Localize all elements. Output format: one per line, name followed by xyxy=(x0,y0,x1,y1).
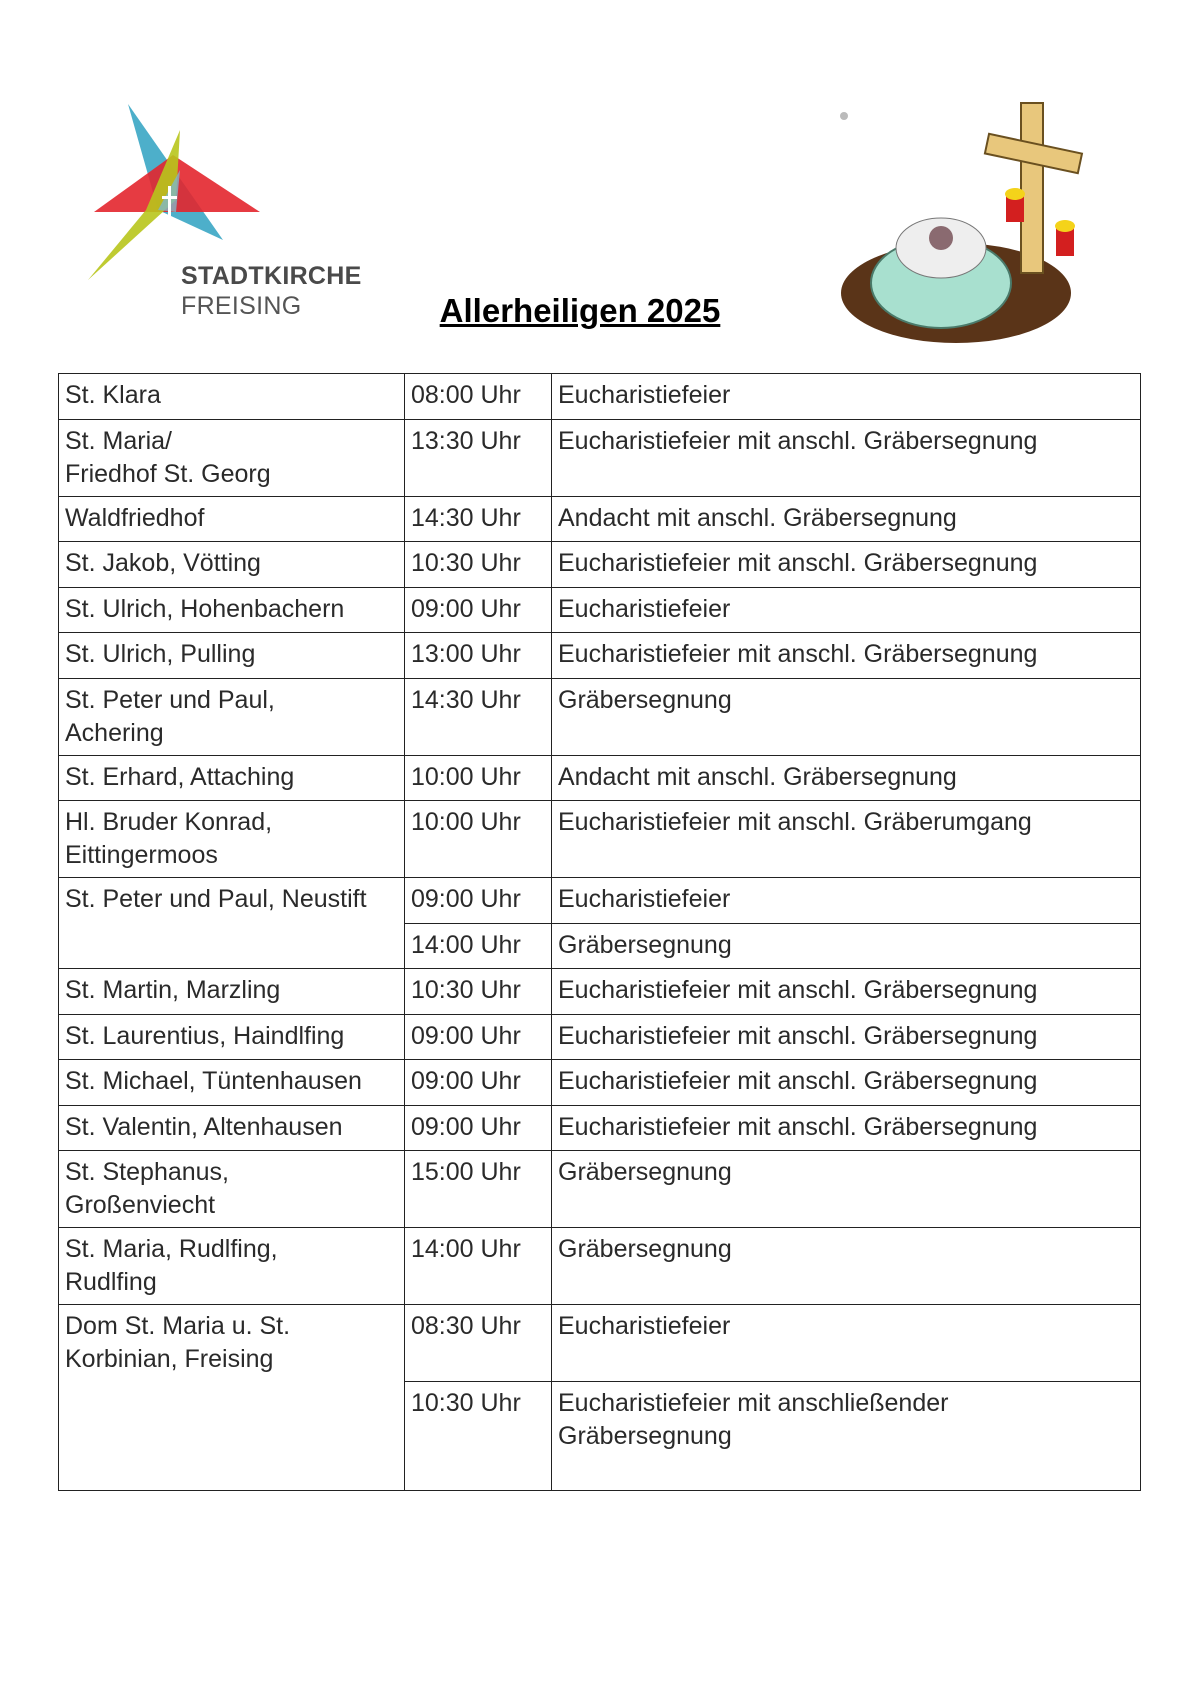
event-cell: Gräbersegnung xyxy=(552,1151,1141,1228)
event-cell: Eucharistiefeier mit anschl. Gräberumgang xyxy=(552,801,1141,878)
time-cell: 08:30 Uhr xyxy=(405,1305,552,1382)
time-cell: 10:30 Uhr xyxy=(405,969,552,1015)
time-cell: 14:00 Uhr xyxy=(405,1228,552,1305)
time-cell: 13:30 Uhr xyxy=(405,419,552,496)
place-cell: St. Laurentius, Haindlfing xyxy=(59,1014,405,1060)
event-cell: Eucharistiefeier xyxy=(552,374,1141,420)
place-cell: Waldfriedhof xyxy=(59,496,405,542)
time-cell: 09:00 Uhr xyxy=(405,1014,552,1060)
event-cell: Gräbersegnung xyxy=(552,678,1141,755)
place-cell: St. Maria, Rudlfing, Rudlfing xyxy=(59,1228,405,1305)
event-cell: Gräbersegnung xyxy=(552,923,1141,969)
page-title: Allerheiligen 2025 xyxy=(439,292,721,329)
event-cell: Eucharistiefeier xyxy=(552,587,1141,633)
time-cell: 10:00 Uhr xyxy=(405,801,552,878)
time-cell: 15:00 Uhr xyxy=(405,1151,552,1228)
logo-text-line1: STADTKIRCHE xyxy=(181,262,362,290)
time-cell: 09:00 Uhr xyxy=(405,587,552,633)
table-row xyxy=(59,633,1141,679)
place-cell: St. Peter und Paul, Neustift xyxy=(59,878,405,969)
time-cell: 10:00 Uhr xyxy=(405,755,552,801)
event-cell: Eucharistiefeier mit anschl. Gräbersegnung xyxy=(552,542,1141,588)
event-cell: Eucharistiefeier mit anschl. Gräbersegnung xyxy=(552,633,1141,679)
table-row xyxy=(59,1105,1141,1151)
time-cell: 14:30 Uhr xyxy=(405,496,552,542)
table-row xyxy=(59,878,1141,924)
time-cell: 08:00 Uhr xyxy=(405,374,552,420)
place-cell: St. Stephanus, Großenviecht xyxy=(59,1151,405,1228)
event-cell: Eucharistiefeier mit anschl. Gräbersegnung xyxy=(552,419,1141,496)
time-cell: 10:30 Uhr xyxy=(405,542,552,588)
place-cell: St. Ulrich, Pulling xyxy=(59,633,405,679)
time-cell: 09:00 Uhr xyxy=(405,1060,552,1106)
time-cell: 10:30 Uhr xyxy=(405,1382,552,1491)
place-cell: St. Ulrich, Hohenbachern xyxy=(59,587,405,633)
table-row xyxy=(59,587,1141,633)
table-row xyxy=(59,1305,1141,1382)
table-row xyxy=(59,1014,1141,1060)
mass-schedule-table xyxy=(58,373,1141,1491)
place-cell: St. Peter und Paul, Achering xyxy=(59,678,405,755)
event-cell: Eucharistiefeier mit anschl. Gräbersegnung xyxy=(552,1014,1141,1060)
table-row xyxy=(59,969,1141,1015)
event-cell: Eucharistiefeier mit anschl. Gräbersegnung xyxy=(552,969,1141,1015)
table-row xyxy=(59,542,1141,588)
table-row xyxy=(59,755,1141,801)
event-cell: Eucharistiefeier xyxy=(552,878,1141,924)
place-cell: St. Erhard, Attaching xyxy=(59,755,405,801)
event-cell: Eucharistiefeier mit anschließender Gräbersegnung xyxy=(552,1382,1141,1491)
table-row xyxy=(59,1228,1141,1305)
place-cell: St. Maria/ Friedhof St. Georg xyxy=(59,419,405,496)
place-cell: St. Jakob, Vötting xyxy=(59,542,405,588)
table-row xyxy=(59,374,1141,420)
time-cell: 09:00 Uhr xyxy=(405,878,552,924)
time-cell: 09:00 Uhr xyxy=(405,1105,552,1151)
place-cell: St. Klara xyxy=(59,374,405,420)
event-cell: Eucharistiefeier mit anschl. Gräbersegnung xyxy=(552,1060,1141,1106)
table-row xyxy=(59,419,1141,496)
table-row xyxy=(59,496,1141,542)
place-cell: Hl. Bruder Konrad, Eittingermoos xyxy=(59,801,405,878)
time-cell: 14:30 Uhr xyxy=(405,678,552,755)
event-cell: Eucharistiefeier xyxy=(552,1305,1141,1382)
time-cell: 14:00 Uhr xyxy=(405,923,552,969)
grave-illustration xyxy=(836,98,1096,358)
place-cell: Dom St. Maria u. St. Korbinian, Freising xyxy=(59,1305,405,1491)
table-row xyxy=(59,678,1141,755)
table-row xyxy=(59,801,1141,878)
event-cell: Andacht mit anschl. Gräbersegnung xyxy=(552,496,1141,542)
event-cell: Eucharistiefeier mit anschl. Gräbersegnung xyxy=(552,1105,1141,1151)
logo-text-line2: FREISING xyxy=(181,292,302,320)
place-cell: St. Valentin, Altenhausen xyxy=(59,1105,405,1151)
place-cell: St. Martin, Marzling xyxy=(59,969,405,1015)
table-row xyxy=(59,1060,1141,1106)
place-cell: St. Michael, Tüntenhausen xyxy=(59,1060,405,1106)
event-cell: Andacht mit anschl. Gräbersegnung xyxy=(552,755,1141,801)
event-cell: Gräbersegnung xyxy=(552,1228,1141,1305)
table-row xyxy=(59,1151,1141,1228)
time-cell: 13:00 Uhr xyxy=(405,633,552,679)
